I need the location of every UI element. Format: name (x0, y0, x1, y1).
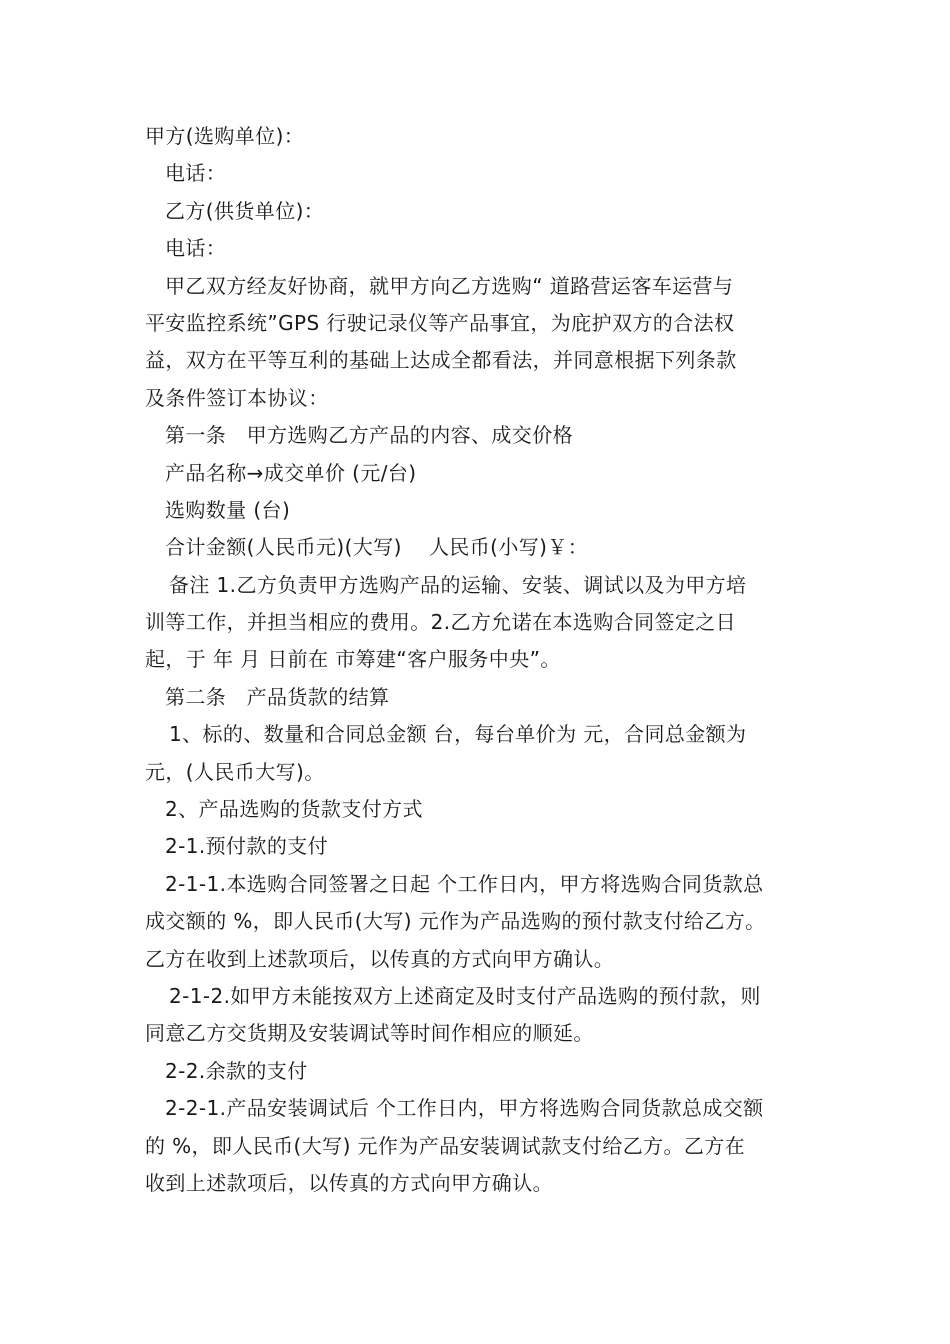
text-line: 2-2.余款的支付 (165, 1058, 308, 1083)
text-line: 平安监控系统”GPS 行驶记录仪等产品事宜，为庇护双方的合法权 (145, 310, 735, 335)
text-line: 第二条 产品货款的结算 (165, 684, 390, 709)
text-line: 1、标的、数量和合同总金额 台，每台单价为 元，合同总金额为 (169, 722, 747, 747)
text-line: 备注 1.乙方负责甲方选购产品的运输、安装、调试以及为甲方培 (169, 572, 747, 597)
text-line: 元，(人民币大写)。 (145, 759, 325, 784)
text-line: 收到上述款项后，以传真的方式向甲方确认。 (145, 1170, 553, 1195)
text-line: 2-1-2.如甲方未能按双方上述商定及时支付产品选购的预付款，则 (169, 983, 761, 1008)
text-line: 乙方在收到上述款项后，以传真的方式向甲方确认。 (145, 946, 615, 971)
text-line: 甲方(选购单位)： (145, 124, 305, 148)
text-line: 乙方(供货单位)： (165, 198, 325, 223)
text-line: 第一条 甲方选购乙方产品的内容、成交价格 (165, 423, 573, 448)
text-line: 2-1.预付款的支付 (165, 834, 329, 859)
text-line: 及条件签订本协议： (145, 385, 329, 410)
document-body (145, 118, 815, 1202)
text-line: 训等工作，并担当相应的费用。2.乙方允诺在本选购合同签定之日 (145, 610, 737, 635)
text-line: 起，于 年 月 日前在 市筹建“客户服务中央”。 (145, 647, 561, 672)
text-line: 电话： (165, 161, 227, 186)
text-line: 产品名称→成交单价 (元/台) (165, 460, 417, 485)
text-line: 2、产品选购的货款支付方式 (165, 797, 423, 822)
text-line: 选购数量 (台) (165, 497, 291, 522)
text-line: 2-1-1.本选购合同签署之日起 个工作日内，甲方将选购合同货款总 (165, 871, 764, 896)
text-line: 益，双方在平等互利的基础上达成全都看法，并同意根据下列条款 (145, 348, 737, 373)
text-line: 电话： (165, 236, 227, 261)
text-line: 同意乙方交货期及安装调试等时间作相应的顺延。 (145, 1021, 594, 1046)
text-line: 成交额的 %，即人民币(大写) 元作为产品选购的预付款支付给乙方。 (145, 909, 766, 934)
text-line: 合计金额(人民币元)(大写) 人民币(小写)￥： (165, 535, 589, 560)
text-line: 的 %，即人民币(大写) 元作为产品安装调试款支付给乙方。乙方在 (145, 1133, 746, 1158)
text-line: 2-2-1.产品安装调试后 个工作日内，甲方将选购合同货款总成交额 (165, 1096, 764, 1121)
text-line: 甲乙双方经友好协商，就甲方向乙方选购“ 道路营运客车运营与 (165, 273, 734, 298)
